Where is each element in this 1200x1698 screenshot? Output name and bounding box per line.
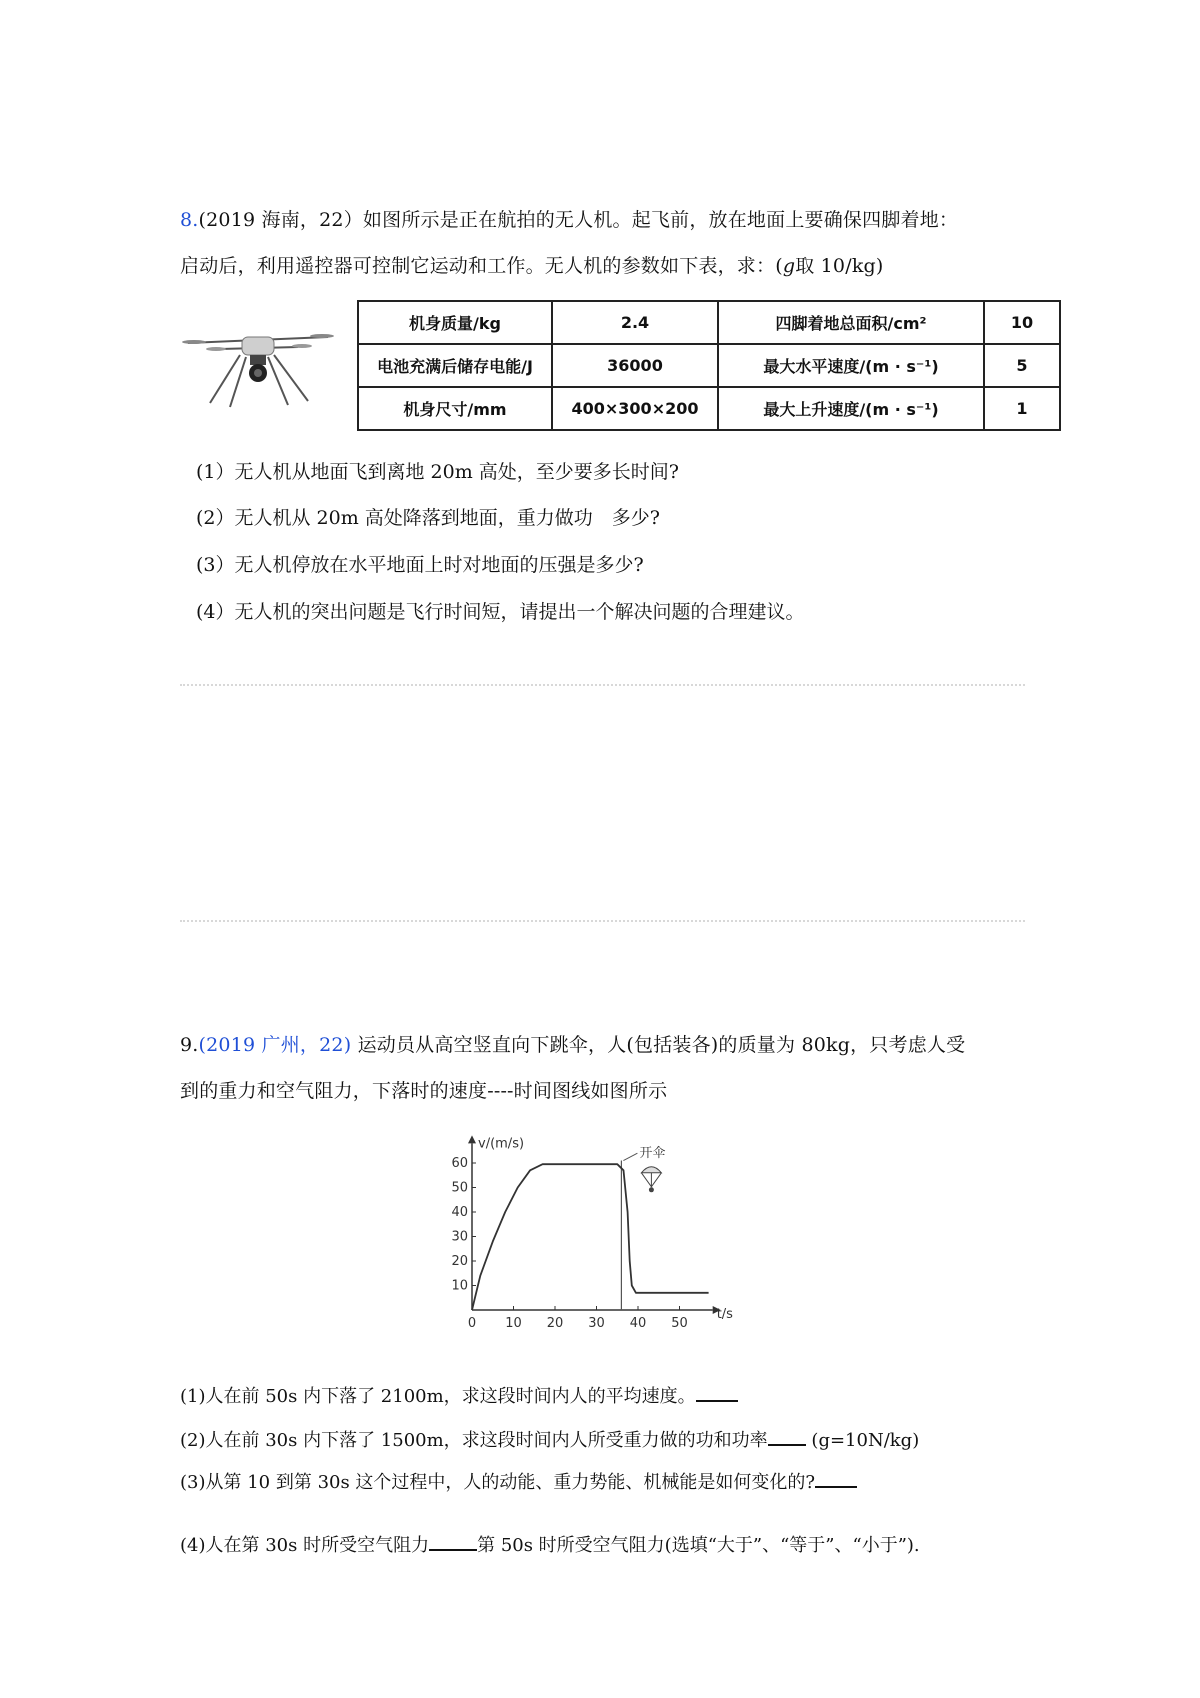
y-axis-label: v/(m/s) [478,1136,525,1152]
q8-line2-pre: 启动后，利用遥控器可控制它运动和工作。无人机的参数如下表，求：( [180,255,783,277]
table-cell: 2.4 [552,301,718,344]
y-tick-label: 40 [451,1205,468,1220]
q9-ans2-text: (2)人在前 30s 内下落了 1500m，求这段时间内人所受重力做的功和功率 [180,1430,768,1451]
velocity-time-chart [440,1118,760,1340]
q9-ans1 [180,1382,738,1408]
q8-line2-post: 取 10/kg) [795,255,884,277]
q9-ans4-pre: (4)人在第 30s 时所受空气阻力 [180,1535,430,1556]
parachutist [649,1187,654,1192]
annotation-leader [623,1153,637,1160]
table-cell: 电池充满后储存电能/J [358,344,552,387]
table-cell: 10 [984,301,1060,344]
table-row [358,344,1060,387]
q9-line2: 到的重力和空气阻力，下落时的速度----时间图线如图所示 [180,1080,668,1102]
table-cell: 36000 [552,344,718,387]
table-cell: 最大水平速度/(m · s⁻¹) [718,344,984,387]
q8-line1-text: (2019 海南，22）如图所示是正在航拍的无人机。起飞前，放在地面上要确保四脚着地： [198,209,959,231]
q8-sub3: (3）无人机停放在水平地面上时对地面的压强是多少? [196,554,644,576]
q9-line1-text: 运动员从高空竖直向下跳伞，人(包括装各)的质量为 80kg，只考虑人受 [357,1034,966,1056]
table-cell: 5 [984,344,1060,387]
q8-sub1: (1）无人机从地面飞到离地 20m 高处，至少要多长时间? [196,461,679,483]
q9-line1 [180,1030,965,1057]
parachute-icon [641,1167,661,1173]
velocity-curve [472,1164,709,1310]
table-cell: 机身尺寸/mm [358,387,552,430]
y-tick-label: 50 [451,1180,468,1196]
table-row [358,387,1060,430]
divider [180,920,1025,922]
table-cell: 400×300×200 [552,387,718,430]
q8-sub4: (4）无人机的突出问题是飞行时间短，请提出一个解决问题的合理建议。 [196,601,805,623]
y-tick-label: 60 [451,1156,468,1171]
y-tick-label: 10 [451,1278,468,1294]
answer-blank[interactable] [768,1430,806,1446]
q8-sub2: (2）无人机从 20m 高处降落到地面，重力做功 多少? [196,507,660,529]
x-tick-label: 10 [505,1316,522,1331]
parachute-lines [641,1173,661,1187]
q9-ans1-text: (1)人在前 50s 内下落了 2100m，求这段时间内人的平均速度。 [180,1386,696,1407]
divider [180,684,1025,686]
y-tick-label: 30 [451,1229,468,1245]
q9-ans4-post: 第 50s 时所受空气阻力(选填“大于”、“等于”、“小于”). [477,1535,920,1556]
q9-source: (2019 广州，22) [198,1034,352,1056]
drone-image [180,315,335,415]
y-axis-arrow [468,1135,476,1143]
annotation-label: 开伞 [639,1146,666,1162]
q8-line1 [180,205,958,232]
table-cell: 四脚着地总面积/cm² [718,301,984,344]
answer-blank[interactable] [696,1386,738,1402]
q9-ans2-post: (g=10N/kg) [811,1430,920,1451]
q9-ans2 [180,1426,919,1452]
answer-blank[interactable] [815,1472,857,1488]
answer-blank[interactable] [429,1535,477,1551]
x-tick-label: 40 [629,1316,647,1331]
table-cell: 机身质量/kg [358,301,552,344]
q8-g-symbol: g [782,255,796,277]
table-cell: 最大上升速度/(m · s⁻¹) [718,387,984,430]
x-axis-label: t/s [716,1307,733,1322]
q8-number: 8. [180,209,199,231]
y-tick-label: 20 [451,1254,468,1269]
x-tick-label: 0 [467,1316,477,1331]
q8-line2 [180,251,884,278]
x-tick-label: 50 [671,1316,688,1331]
x-tick-label: 30 [588,1316,605,1331]
q9-ans4 [180,1531,920,1557]
table-cell: 1 [984,387,1060,430]
q9-ans3 [180,1468,857,1494]
table-row [358,301,1060,344]
params-table [357,300,1061,431]
q9-ans3-text: (3)从第 10 到第 30s 这个过程中，人的动能、重力势能、机械能是如何变化的? [180,1472,816,1493]
x-tick-label: 20 [546,1316,564,1331]
q9-number: 9. [180,1034,199,1056]
